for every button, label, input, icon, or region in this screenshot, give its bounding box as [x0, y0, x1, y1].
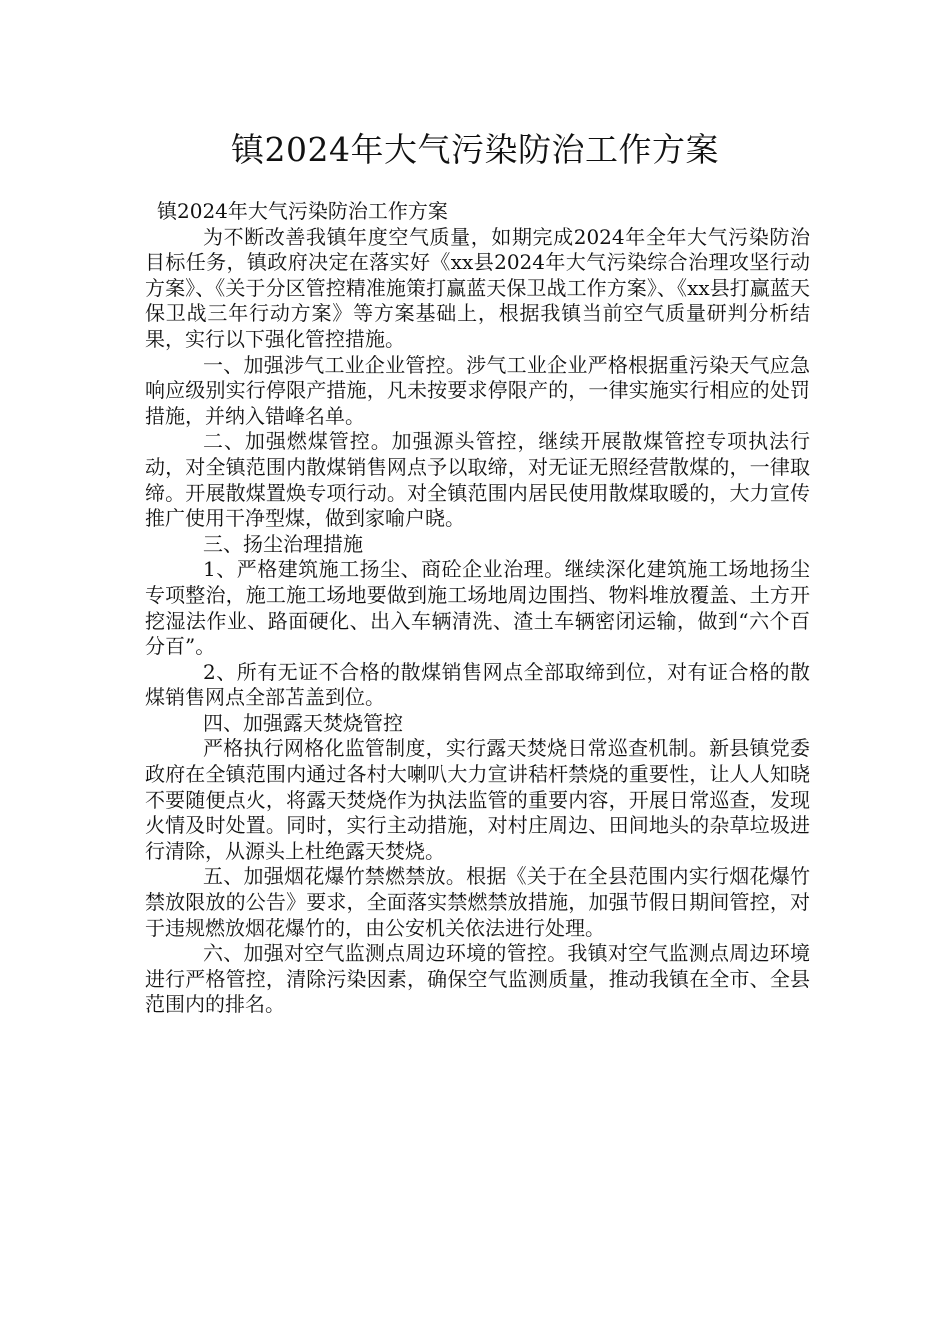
heading-section-3: 三、扬尘治理措施 [203, 531, 363, 556]
paragraph-section-3-item-2: 2、所有无证不合格的散煤销售网点全部取缔到位，对有证合格的散煤销售网点全部苫盖到位。 [145, 659, 810, 710]
paragraph-section-3-item-1: 1、严格建筑施工扬尘、商砼企业治理。继续深化建筑施工场地扬尘专项整治，施工施工场地要做到施工场地周边围挡、物料堆放覆盖、土方开挖湿法作业、路面硬化、出入车辆清洗、渣土车辆密闭运输，做到“六个百分百”。 [145, 557, 810, 659]
document-subtitle: 镇2024年大气污染防治工作方案 [157, 199, 448, 223]
document-title: 镇2024年大气污染防治工作方案 [231, 130, 719, 169]
paragraph-section-1: 一、加强涉气工业企业管控。涉气工业企业严格根据重污染天气应急响应级别实行停限产措施，凡未按要求停限产的，一律实施实行相应的处罚措施，并纳入错峰名单。 [145, 352, 810, 428]
paragraph-section-6: 六、加强对空气监测点周边环境的管控。我镇对空气监测点周边环境进行严格管控，清除污染因素，确保空气监测质量，推动我镇在全市、全县范围内的排名。 [145, 941, 810, 1017]
heading-section-4: 四、加强露天焚烧管控 [203, 710, 403, 735]
paragraph-section-4: 严格执行网格化监管制度，实行露天焚烧日常巡查机制。新县镇党委政府在全镇范围内通过各村大喇叭大力宣讲秸杆禁烧的重要性，让人人知晓不要随便点火，将露天焚烧作为执法监管的重要内容，开展日常巡查，发现火情及时处置。同时，实行主动措施，对村庄周边、田间地头的杂草垃圾进行清除，从源头上杜绝露天焚烧。 [145, 736, 810, 863]
paragraph-intro: 为不断改善我镇年度空气质量，如期完成2024年全年大气污染防治目标任务，镇政府决定在落实好《xx县2024年大气污染综合治理攻坚行动方案》、《关于分区管控精准施策打赢蓝天保卫战工作方案》、《xx县打赢蓝天保卫战三年行动方案》等方案基础上，根据我镇当前空气质量研判分析结果，实行以下强化管控措施。 [145, 224, 810, 351]
paragraph-section-5: 五、加强烟花爆竹禁燃禁放。根据《关于在全县范围内实行烟花爆竹禁放限放的公告》要求，全面落实禁燃禁放措施，加强节假日期间管控，对于违规燃放烟花爆竹的，由公安机关依法进行处理。 [145, 864, 810, 940]
paragraph-section-2: 二、加强燃煤管控。加强源头管控，继续开展散煤管控专项执法行动，对全镇范围内散煤销售网点予以取缔，对无证无照经营散煤的，一律取缔。开展散煤置焕专项行动。对全镇范围内居民使用散煤取暖的，大力宣传推广使用干净型煤，做到家喻户晓。 [145, 429, 810, 531]
document-body [145, 199, 810, 1018]
